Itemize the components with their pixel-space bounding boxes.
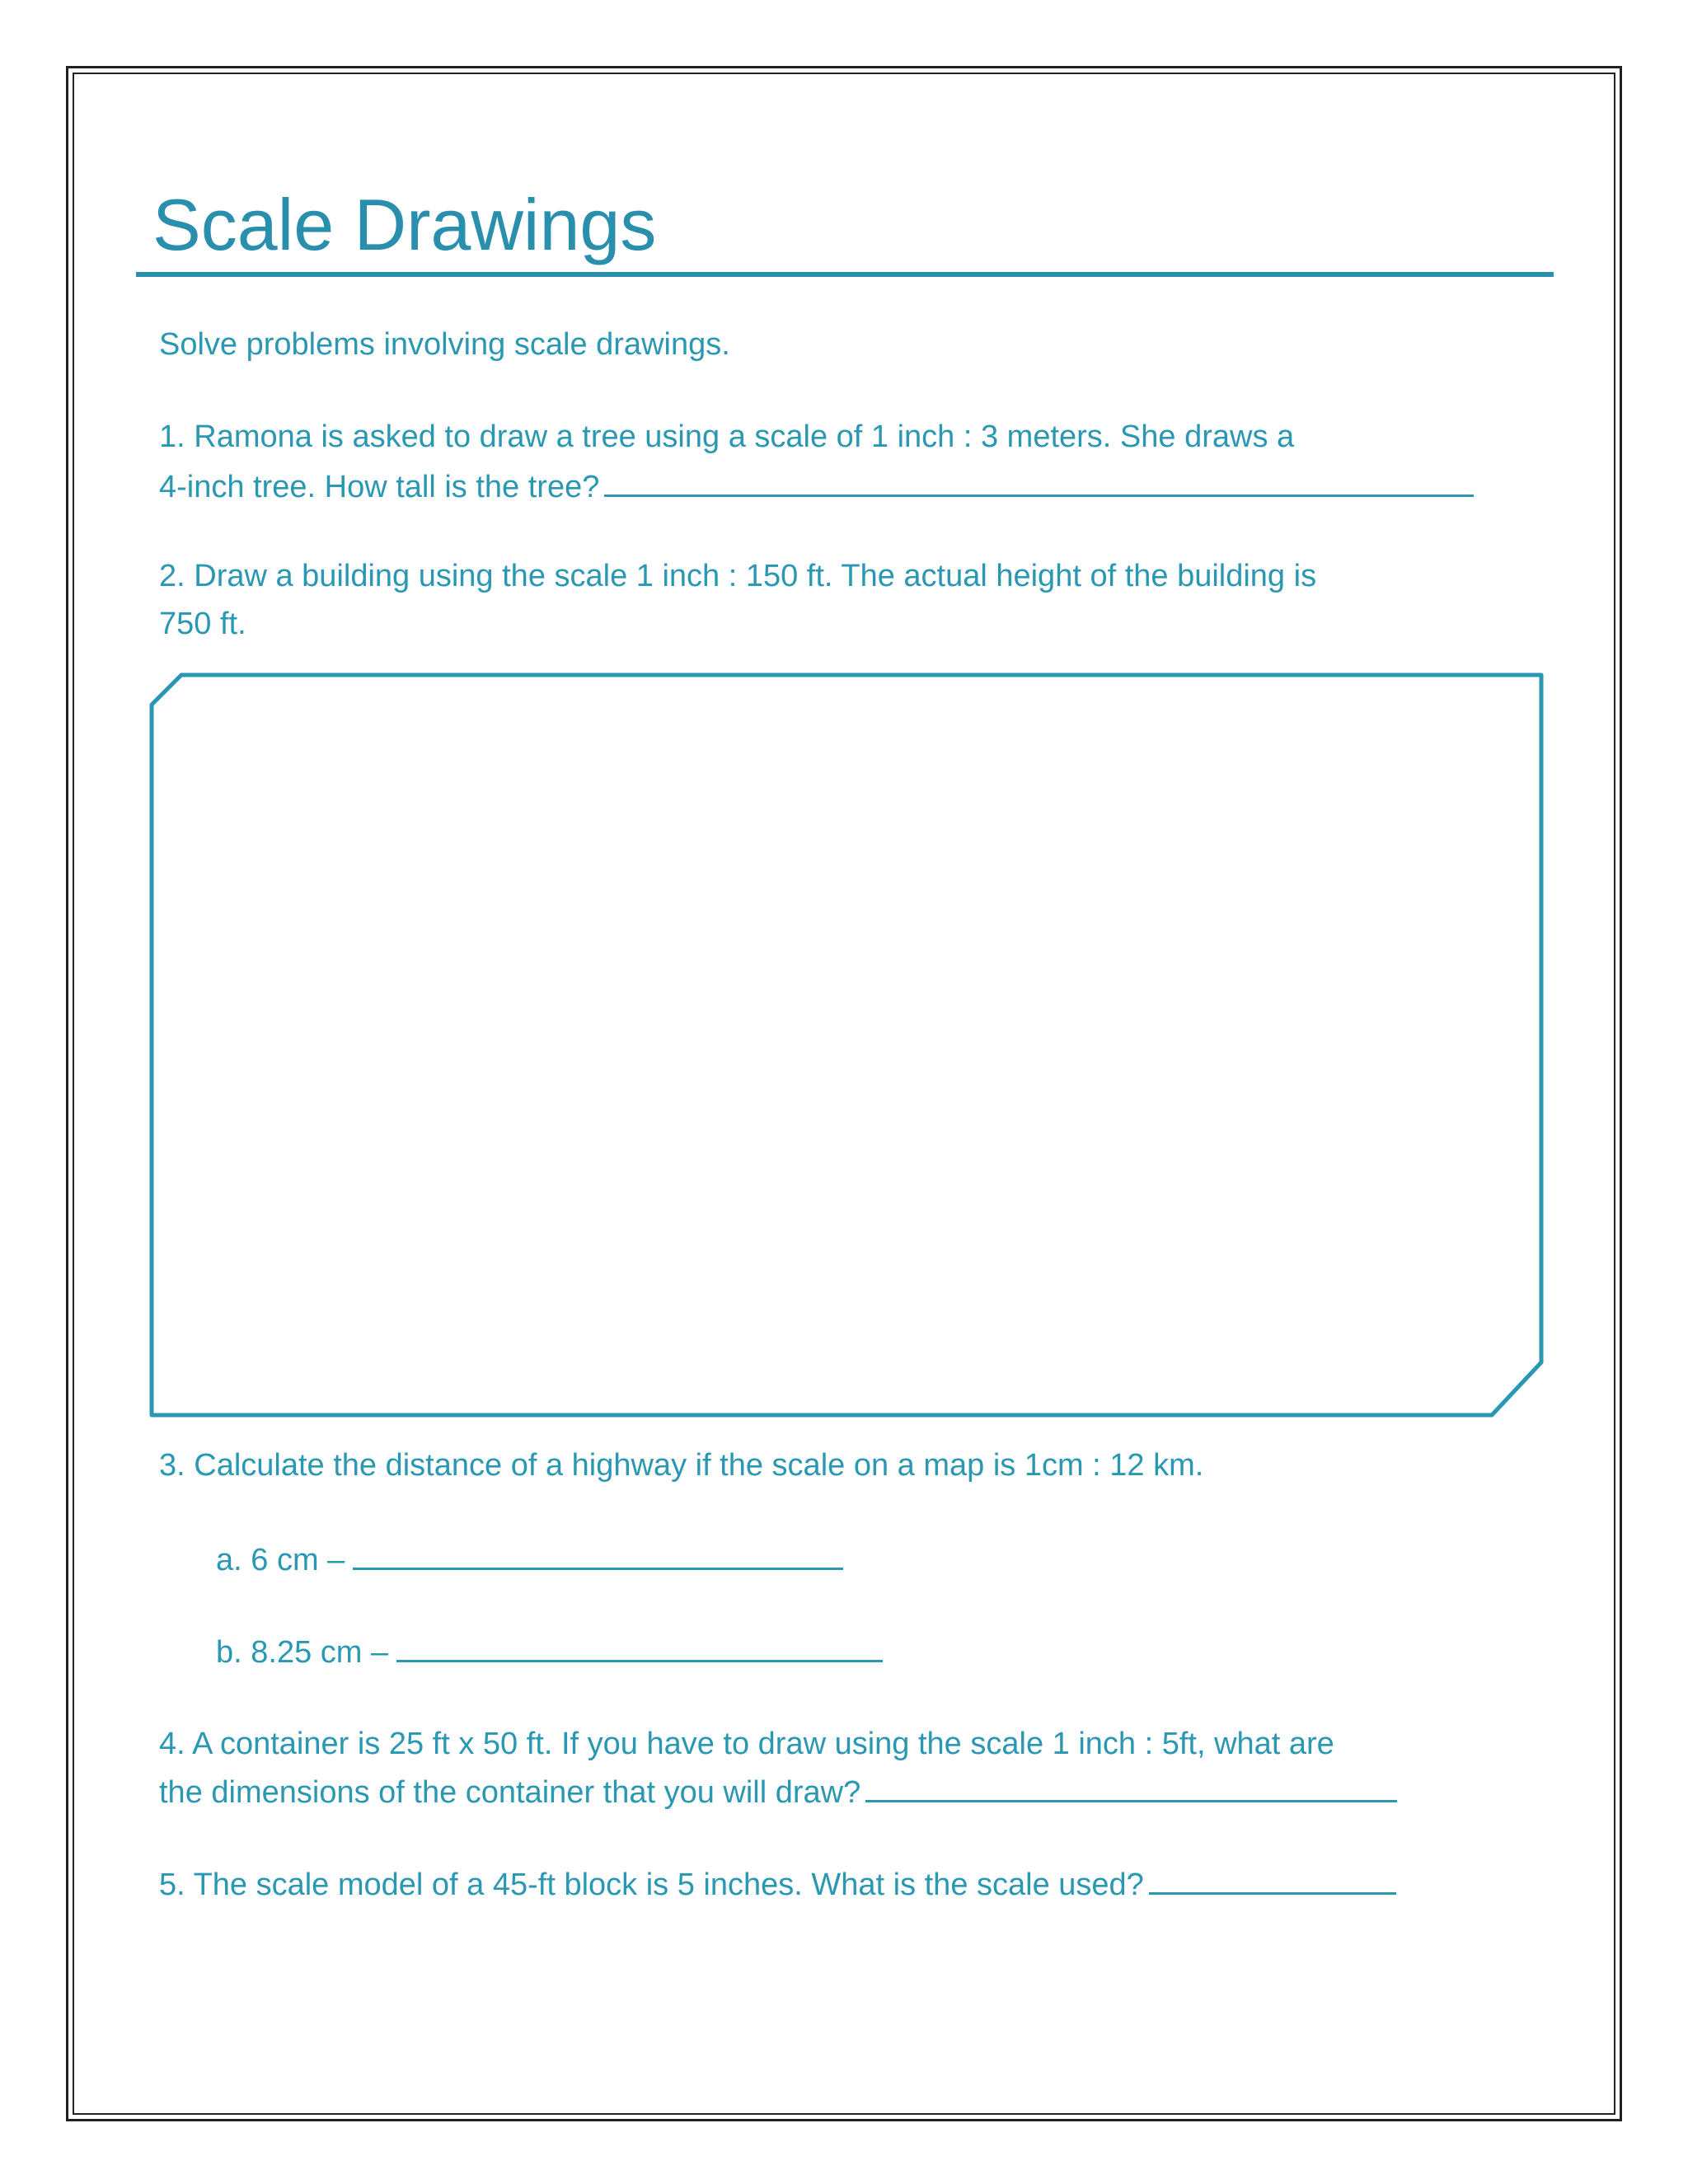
question-3-text: 3. Calculate the distance of a highway if the scale on a map is 1cm : 12 km. <box>159 1448 1204 1483</box>
question-1-text: 4-inch tree. How tall is the tree? <box>159 470 600 504</box>
question-5-text: 5. The scale model of a 45-ft block is 5 inches. What is the scale used? <box>159 1868 1144 1902</box>
part-b-label: b. 8.25 cm – <box>216 1635 389 1670</box>
question-4-answer-blank[interactable] <box>865 1767 1397 1802</box>
question-5-line <box>159 1859 1396 1908</box>
worksheet-title: Scale Drawings <box>152 184 657 265</box>
question-1-line-1: 1. Ramona is asked to draw a tree using a scale of 1 inch : 3 meters. She draws a <box>159 419 1295 454</box>
question-4-text: the dimensions of the container that you will draw? <box>159 1775 861 1810</box>
question-2-line-1: 2. Draw a building using the scale 1 inch : 150 ft. The actual height of the building is <box>159 559 1317 593</box>
question-1-line-2 <box>159 462 1474 510</box>
question-4-line-1: 4. A container is 25 ft x 50 ft. If you have to draw using the scale 1 inch : 5ft, what are <box>159 1727 1334 1761</box>
question-3-part-b <box>216 1627 883 1675</box>
part-b-answer-blank[interactable] <box>396 1627 883 1662</box>
question-1-answer-blank[interactable] <box>604 462 1474 497</box>
instructions: Solve problems involving scale drawings. <box>159 327 730 362</box>
title-underline <box>136 272 1554 277</box>
question-4-line-2 <box>159 1767 1397 1816</box>
question-2-line-2: 750 ft. <box>159 607 246 641</box>
part-a-label: a. 6 cm – <box>216 1543 345 1577</box>
drawing-area[interactable] <box>148 672 1550 1420</box>
question-5-answer-blank[interactable] <box>1149 1859 1396 1895</box>
part-a-answer-blank[interactable] <box>353 1535 843 1570</box>
question-3-part-a <box>216 1535 843 1583</box>
